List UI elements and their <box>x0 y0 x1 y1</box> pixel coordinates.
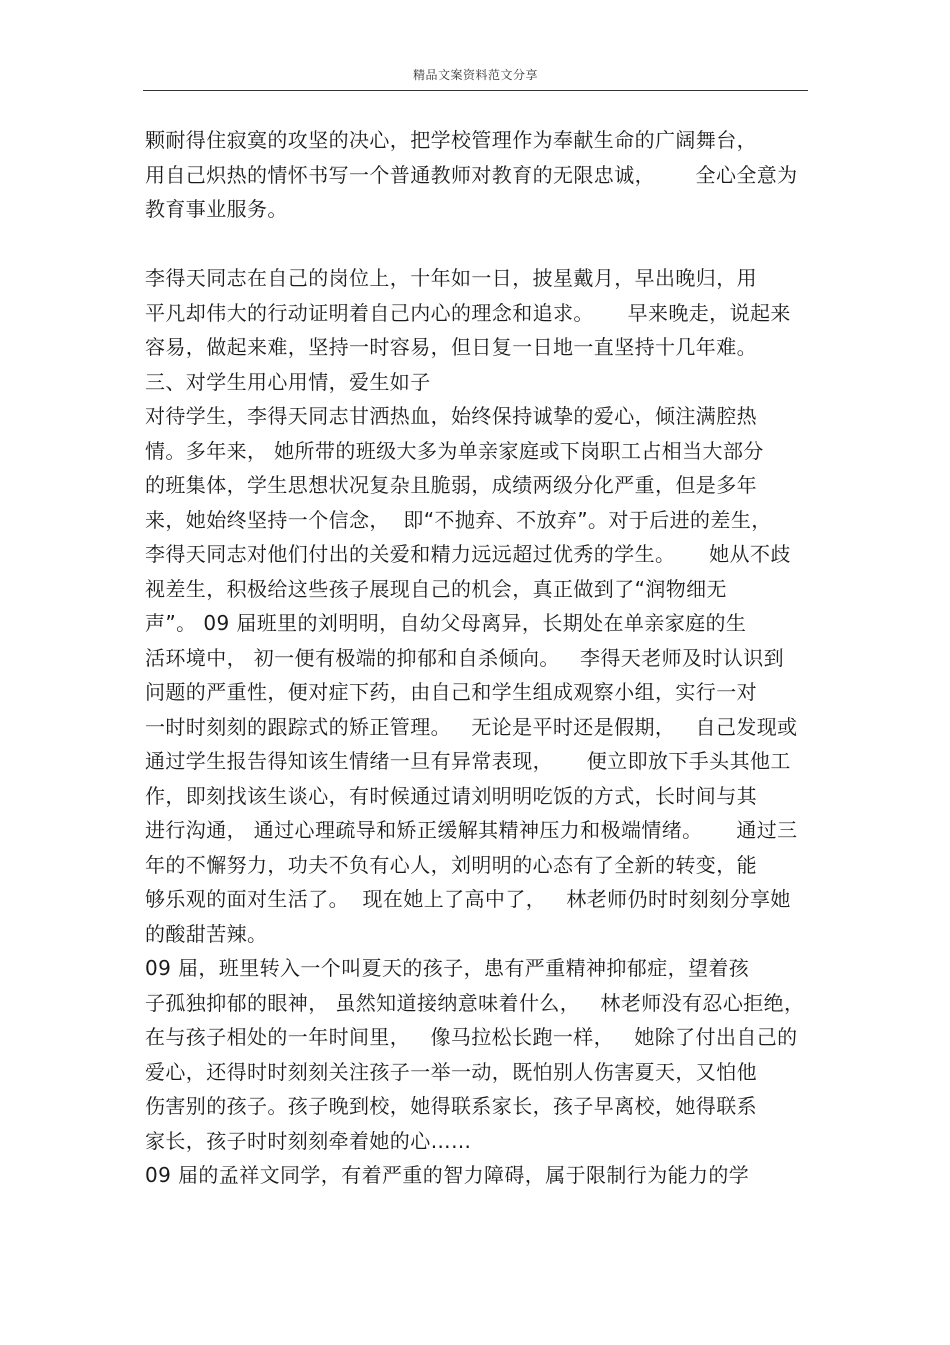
text-line: 家长，孩子时时刻刻牵着她的心…… <box>145 1128 472 1153</box>
text-line: 09 届的孟祥文同学，有着严重的智力障碍，属于限制行为能力的学 <box>145 1163 750 1187</box>
text-line: 教育事业服务。 <box>145 197 288 221</box>
text-line: 颗耐得住寂寞的攻坚的决心，把学校管理作为奉献生命的广阔舞台， <box>145 128 757 152</box>
text-line: 来，她始终坚持一个信念， 即“不抛弃、不放弃”。对于后进的差生， <box>145 507 772 532</box>
text-line: 进行沟通， 通过心理疏导和矫正缓解其精神压力和极端情绪。 通过三 <box>145 818 798 842</box>
text-line: 伤害别的孩子。孩子晚到校，她得联系家长，孩子早离校，她得联系 <box>145 1094 757 1118</box>
text-line: 一时时刻刻的跟踪式的矫正管理。 无论是平时还是假期， 自己发现或 <box>145 714 798 739</box>
text-line: 平凡却伟大的行动证明着自己内心的理念和追求。 早来晚走，说起来 <box>145 300 791 325</box>
blank-line <box>145 227 810 262</box>
section-heading: 三、对学生用心用情，爱生如子 <box>145 369 431 394</box>
text-line: 的班集体，学生思想状况复杂且脆弱，成绩两级分化严重，但是多年 <box>145 473 757 497</box>
text-line: 声”。 09 届班里的刘明明，自幼父母离异，长期处在单亲家庭的生 <box>145 611 747 635</box>
text-line: 在与孩子相处的一年时间里， 像马拉松长跑一样， 她除了付出自己的 <box>145 1025 798 1049</box>
text-line: 用自己炽热的情怀书写一个普通教师对教育的无限忠诚， 全心全意为 <box>145 162 798 187</box>
document-body <box>145 123 810 1193</box>
text-line: 情。多年来， 她所带的班级大多为单亲家庭或下岗职工占相当大部分 <box>145 438 764 463</box>
text-line: 通过学生报告得知该生情绪一旦有异常表现， 便立即放下手头其他工 <box>145 749 791 773</box>
text-line: 作，即刻找该生谈心，有时候通过请刘明明吃饭的方式，长时间与其 <box>145 783 757 808</box>
text-line: 容易，做起来难，坚持一时容易，但日复一日地一直坚持十几年难。 <box>145 335 757 359</box>
text-line: 的酸甜苦辣。 <box>145 921 268 946</box>
text-line: 爱心，还得时时刻刻关注孩子一举一动，既怕别人伤害夏天，又怕他 <box>145 1059 757 1084</box>
text-line: 活环境中， 初一便有极端的抑郁和自杀倾向。 李得天老师及时认识到 <box>145 645 785 670</box>
text-line: 年的不懈努力，功夫不负有心人，刘明明的心态有了全新的转变，能 <box>145 852 757 877</box>
text-line: 李得天同志在自己的岗位上，十年如一日，披星戴月，早出晚归，用 <box>145 266 757 290</box>
text-line: 子孤独抑郁的眼神， 虽然知道接纳意味着什么， 林老师没有忍心拒绝， <box>145 990 805 1015</box>
text-line: 对待学生，李得天同志甘洒热血，始终保持诚挚的爱心，倾注满腔热 <box>145 404 757 428</box>
text-line: 09 届，班里转入一个叫夏天的孩子，患有严重精神抑郁症，望着孩 <box>145 956 750 980</box>
text-line: 问题的严重性，便对症下药，由自己和学生组成观察小组，实行一对 <box>145 680 757 704</box>
page-header <box>143 62 808 91</box>
text-line: 视差生，积极给这些孩子展现自己的机会，真正做到了“润物细无 <box>145 576 727 601</box>
text-line: 李得天同志对他们付出的关爱和精力远远超过优秀的学生。 她从不歧 <box>145 542 791 566</box>
text-line: 够乐观的面对生活了。 现在她上了高中了， 林老师仍时时刻刻分享她 <box>145 887 791 911</box>
page-header-text: 精品文案资料范文分享 <box>412 68 538 82</box>
